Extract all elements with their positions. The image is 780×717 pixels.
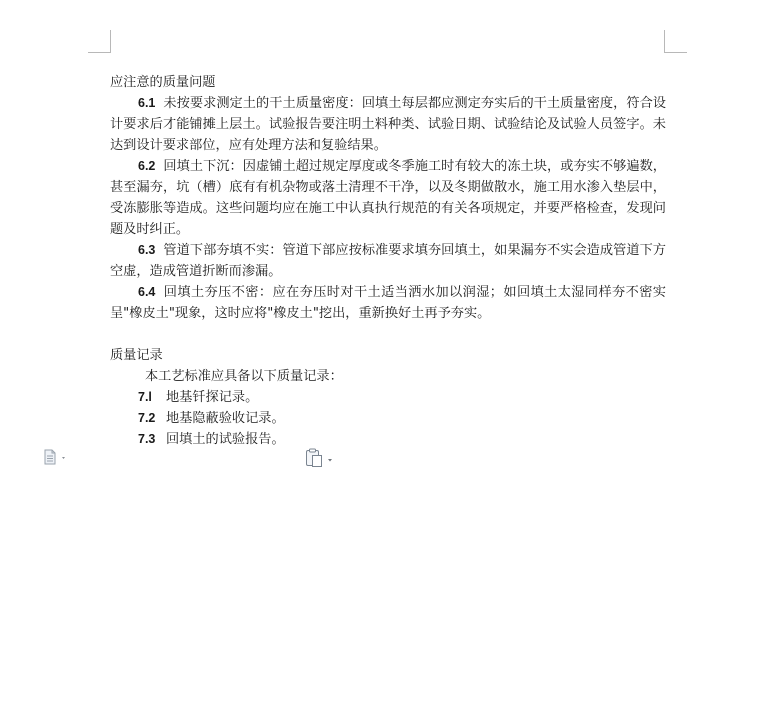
paste-options-icon[interactable] xyxy=(305,448,335,468)
clause-text: 未按要求测定土的干土质量密度：回填土每层都应测定夯实后的干土质量密度，符合设计要求后才能铺摊上层土。试验报告要注明土料种类、试验日期、试验结论及试验人员签字。未达到设计要求部位，应有处理方法和复验结果。 xyxy=(110,96,666,153)
clause-number: 6.4 xyxy=(138,285,156,299)
section-heading-quality-records: 质量记录 xyxy=(110,348,163,363)
paragraph-6-3 xyxy=(110,240,666,282)
paragraph-6-1 xyxy=(110,93,666,156)
clause-number: 6.3 xyxy=(138,243,156,257)
clause-number: 6.1 xyxy=(138,96,156,110)
clause-number: 6.2 xyxy=(138,159,156,173)
paragraph-6-4 xyxy=(110,282,666,324)
record-number: 7.l xyxy=(138,390,152,404)
record-number: 7.2 xyxy=(138,411,156,425)
paragraph-6-2 xyxy=(110,156,666,240)
crop-mark-top-left xyxy=(88,30,111,53)
record-item-7-3 xyxy=(110,429,666,450)
record-item-7-2 xyxy=(110,408,666,429)
record-text: 回填土的试验报告。 xyxy=(166,432,285,447)
document-body[interactable] xyxy=(110,72,666,450)
clause-text: 回填土下沉：因虚铺土超过规定厚度或冬季施工时有较大的冻土块，或夯实不够遍数，甚至漏夯，坑（槽）底有有机杂物或落土清理不干净，以及冬期做散水，施工用水渗入垫层中，受冻膨胀等造成。这些问题均应在施工中认真执行规范的有关各项规定，并要严格检查，发现问题及时纠正。 xyxy=(110,159,666,237)
clause-text: 回填土夯压不密：应在夯压时对干土适当洒水加以润湿；如回填土太湿同样夯不密实呈"橡皮土"现象，这时应将"橡皮土"挖出，重新换好土再予夯实。 xyxy=(110,285,666,321)
blank-line xyxy=(110,324,666,345)
clause-text: 管道下部夯填不实：管道下部应按标准要求填夯回填土，如果漏夯不实会造成管道下方空虚，造成管道折断而渗漏。 xyxy=(110,243,666,279)
record-text: 地基钎探记录。 xyxy=(166,390,259,405)
record-number: 7.3 xyxy=(138,432,156,446)
section-heading-quality-issues: 应注意的质量问题 xyxy=(110,75,216,90)
document-options-icon-graphic xyxy=(43,449,69,465)
record-text: 地基隐蔽验收记录。 xyxy=(166,411,285,426)
records-intro: 本工艺标准应具备以下质量记录： xyxy=(145,369,343,384)
document-options-icon[interactable] xyxy=(43,449,69,465)
crop-mark-top-right xyxy=(664,30,687,53)
paste-options-icon-graphic xyxy=(305,448,335,468)
record-item-7-1 xyxy=(110,387,666,408)
